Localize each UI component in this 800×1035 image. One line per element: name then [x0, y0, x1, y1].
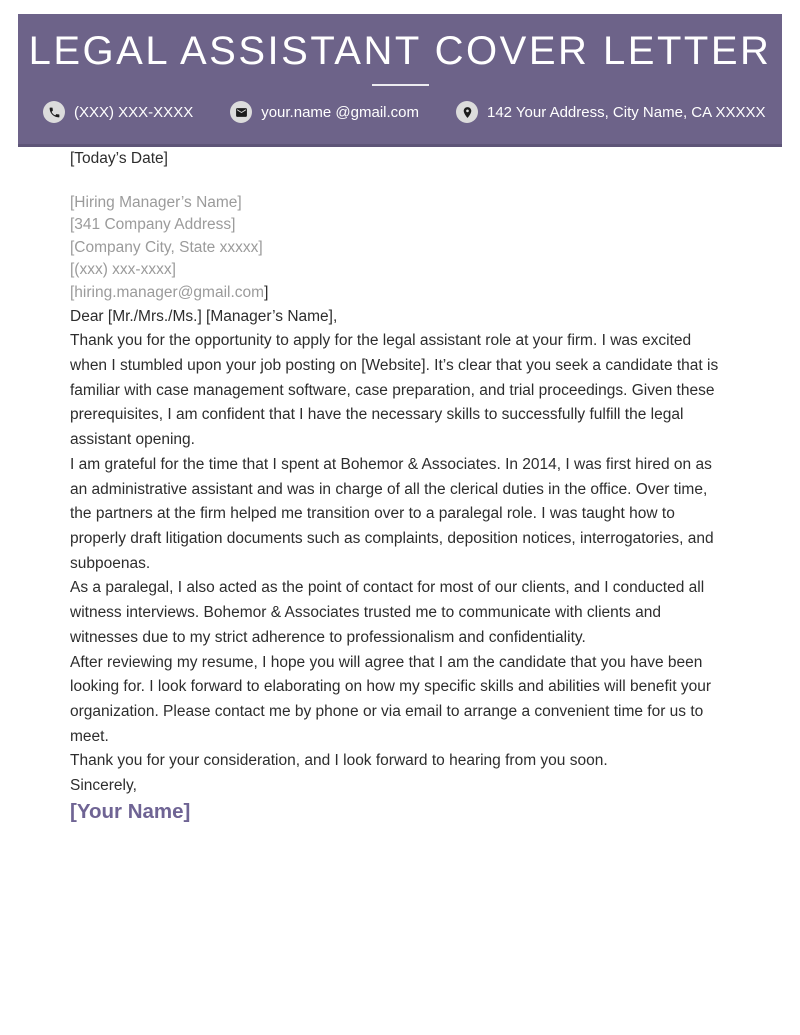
- letter-paragraph: After reviewing my resume, I hope you will agree that I am the candidate that you have been looking for. I look forward to elaborating on how my specific skills and abilities will benefit your organization. Please contact me by phone or via email to arrange a convenient time for us to meet.: [70, 653, 711, 745]
- contact-email-text: your.name @gmail.com: [261, 103, 419, 121]
- location-icon: [456, 101, 478, 123]
- header-banner: [18, 14, 782, 147]
- contact-phone-text: (XXX) XXX-XXXX: [74, 103, 194, 121]
- contact-row: [18, 101, 782, 123]
- recipient-block: [70, 192, 730, 305]
- closing: Sincerely,: [70, 777, 137, 795]
- contact-email: [230, 101, 419, 123]
- letter-paragraph: Thank you for the opportunity to apply for the legal assistant role at your firm. I was excited when I stumbled upon your job posting on [Website]. It’s clear that you seek a candidate that is familiar with case management software, case preparation, and trial proceedings. Given these prerequisites, I am confident that I have the necessary skills to successfully fulfill the legal assistant opening.: [70, 332, 719, 449]
- salutation: Dear [Mr./Mrs./Ms.] [Manager’s Name],: [70, 307, 338, 325]
- contact-address: [456, 101, 765, 123]
- page-title: LEGAL ASSISTANT COVER LETTER: [28, 29, 772, 73]
- recipient-email: [hiring.manager@gmail.com: [70, 284, 265, 302]
- email-icon: [230, 101, 252, 123]
- recipient-line: [Hiring Manager’s Name]: [70, 193, 242, 211]
- recipient-email-bracket: ]: [264, 284, 269, 302]
- letter-paragraph: As a paralegal, I also acted as the point of contact for most of our clients, and I conducted all witness interviews. Bohemor & Associates trusted me to communicate with clients and witnesses due to my strict adherence to professionalism and confidentiality.: [70, 579, 705, 646]
- contact-phone: [43, 101, 193, 123]
- letter-paragraph: Thank you for your consideration, and I look forward to hearing from you soon.: [70, 752, 608, 770]
- letter-paragraph: I am grateful for the time that I spent at Bohemor & Associates. In 2014, I was first hired on as an administrative assistant and was in charge of all the clerical duties in the office. Over time, the partners at the firm helped me transition over to a paralegal role. I was taught how to properly draft litigation documents such as complaints, deposition notices, interrogatories, and subpoenas.: [70, 455, 714, 572]
- contact-address-text: 142 Your Address, City Name, CA XXXXX: [487, 103, 766, 121]
- recipient-line: [341 Company Address]: [70, 216, 236, 234]
- recipient-line: [Company City, State xxxxx]: [70, 238, 263, 256]
- letter-date: [Today’s Date]: [70, 150, 168, 167]
- signature-name: [Your Name]: [70, 799, 191, 823]
- phone-icon: [43, 101, 65, 123]
- title-divider: [372, 84, 429, 86]
- letter-body: [70, 147, 730, 825]
- recipient-line: [70, 282, 730, 305]
- recipient-line: [(xxx) xxx-xxxx]: [70, 261, 176, 279]
